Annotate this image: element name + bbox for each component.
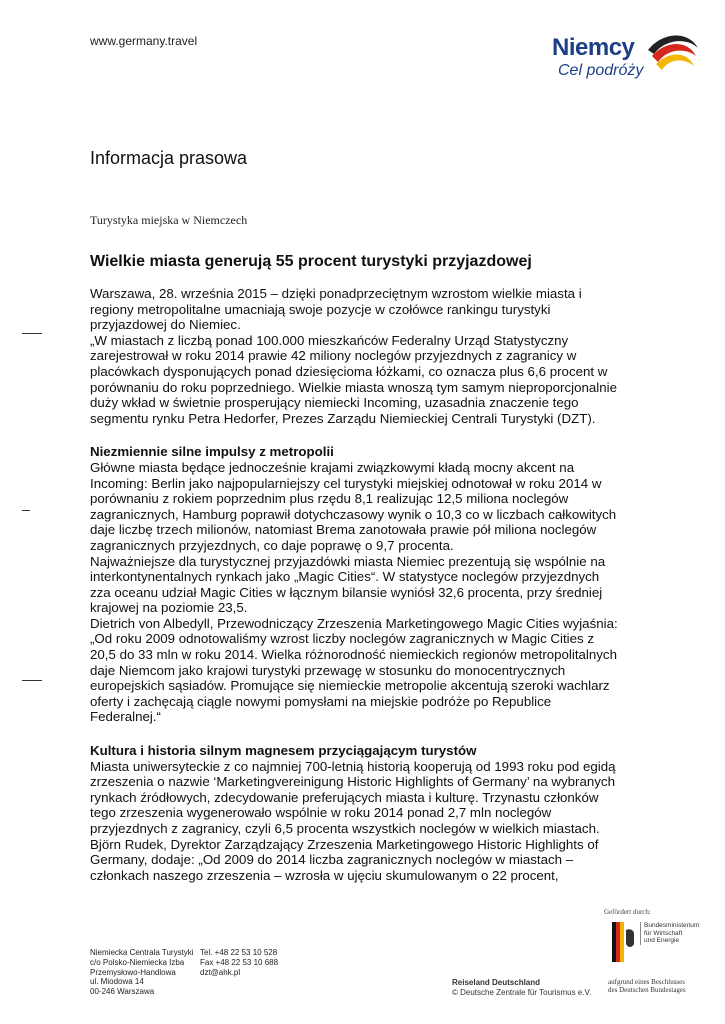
resolution-line: aufgrund eines Beschlusses <box>608 978 685 986</box>
paragraph: Björn Rudek, Dyrektor Zarządzający Zrzeszenia Marketingowego Historic Highlights of Germany, dodaje: „Od 2009 do 2014 liczba zagranicznych noclegów w miastach – członkach naszego zrzeszenia – wzrosła w ujęciu skumulowanym o 22 procent, <box>90 836 599 883</box>
footer-address <box>90 948 194 997</box>
federal-eagle-icon <box>612 922 636 962</box>
headline: Wielkie miasta generują 55 procent turystyki przyjazdowej <box>90 253 532 270</box>
ministry-name <box>640 922 699 945</box>
press-label: Informacja prasowa <box>90 148 248 168</box>
paragraph: Miasta uniwersyteckie z co najmniej 700-letnią historią kooperują od 1993 roku pod egidą zrzeszenia o nazwie ‘Marketingvereinigung Historic Highlights of Germany’ na wybranych rynkach źródłowych, zdecydowanie preferujących miasta i kulturę. Trzynastu członków tego zrzeszenia wygenerowało wspólnie w roku 2014 ponad 2,7 mln noclegów przyjezdnych z zagranicy, czyli 6,5 procenta wszystkich noclegów w wielkich miastach. <box>90 758 616 836</box>
resolution-text <box>608 978 686 994</box>
punch-mark <box>22 510 30 511</box>
website-url[interactable]: www.germany.travel <box>90 34 198 48</box>
fax-number: Fax +48 22 53 10 688 <box>200 957 279 967</box>
email-link[interactable]: dzt@ahk.pl <box>200 967 241 977</box>
subject-line: Turystyka miejska w Niemczech <box>90 213 248 227</box>
ministry-line: für Wirtschaft <box>644 929 683 937</box>
article-body <box>90 286 620 883</box>
address-line: c/o Polsko-Niemiecka Izba <box>90 957 185 967</box>
phone-number: Tel. +48 22 53 10 528 <box>200 948 278 957</box>
paragraph: Warszawa, 28. września 2015 – dzięki ponadprzeciętnym wzrostom wielkie miasta i regiony metropolitalne umacniają swoje pozycje w czołówce rankingu turystyki przyjazdowej do Niemiec. <box>90 286 582 333</box>
ministry-line: und Energie <box>644 937 680 944</box>
fold-mark <box>22 333 42 334</box>
section-heading: Niezmiennie silne impulsy z metropolii <box>90 444 334 460</box>
resolution-line: des Deutschen Bundestages <box>608 986 686 994</box>
address-line: Niemiecka Centrala Turystyki <box>90 948 194 957</box>
address-line: ul. Miodowa 14 <box>90 977 144 987</box>
copyright-line: © Deutsche Zentrale für Tourismus e.V. <box>452 987 592 997</box>
address-line: Przemysłowo-Handlowa <box>90 967 176 977</box>
logo-title: Niemcy <box>552 34 635 61</box>
brand-line: Reiseland Deutschland <box>452 978 541 987</box>
funder-block <box>604 908 704 994</box>
logo <box>552 30 702 96</box>
funder-label: Gefördert durch: <box>604 908 651 916</box>
paragraph: „W miastach z liczbą ponad 100.000 mieszkańców Federalny Urząd Statystyczny zarejestrował w roku 2014 prawie 42 miliony noclegów przyjezdnych z zagranicy w placówkach dysponujących ponad dziesięcioma łóżkami, co oznacza plus 6,6 procent w porównaniu do roku poprzedniego. Wielkie miasta wnoszą tym samym nieproporcjonalnie duży wkład w świetnie prosperujący niemiecki Incoming, uzasadnia znaczenie tego segmentu rynku Petra Hedorfer, Prezes Zarządu Niemieckiej Centrali Turystyki (DZT). <box>90 332 617 426</box>
paragraph: Najważniejsze dla turystycznej przyjazdówki miasta Niemiec prezentują się wspólnie na interkontynentalnych rynkach jako „Magic Cities“. W statystyce noclegów przyjezdnych zza oceanu udział Magic Cities w łącznym bilansie wyniósł 32,6 procenta, przy średniej krajowej na poziomie 23,5. <box>90 553 606 616</box>
paragraph: Dietrich von Albedyll, Przewodniczący Zrzeszenia Marketingowego Magic Cities wyjaśnia: „Od roku 2009 odnotowaliśmy wzrost liczby noclegów zagranicznych w Magic Cities z 20,5 do 33 mln w roku 2014. Wielka różnorodność niemieckich regionów metropolitalnych daje Niemcom jako krajowi turystyki przewagę w stosunku do monocentrycznych europejskich sąsiadów. Promujące się niemieckie metropolie akcentują szeroki wachlarz oferty i zachęcają ciągle nowymi pomysłami na miejskie podróże po Republice Federalnej.“ <box>90 615 618 725</box>
address-line: 00-246 Warszawa <box>90 987 155 997</box>
fold-mark <box>22 680 42 681</box>
section-heading: Kultura i historia silnym magnesem przyciągającym turystów <box>90 743 477 759</box>
paragraph: Główne miasta będące jednocześnie krajami związkowymi kładą mocny akcent na Incoming: Berlin jako najpopularniejszy cel turystyki miejskiej odnotował w roku 2014 w porównaniu z rokiem poprzednim plus rzędu 8,1 realizując 12,5 miliona noclegów zagranicznych, Hamburg poprawił dotychczasowy wynik o 10,3 co w liczbach całkowitych daje liczbę trzech milionów, natomiast Brema zanotowała prawie pół miliona noclegów zagranicznych przyjezdnych, co daje poprawę o 9,7 procenta. <box>90 459 617 553</box>
logo-subtitle: Cel podróży <box>558 62 644 79</box>
footer-brand <box>452 978 591 997</box>
swoosh-logo-icon <box>640 30 700 86</box>
ministry-line: Bundesministerium <box>644 922 700 929</box>
footer-contact <box>200 948 278 977</box>
